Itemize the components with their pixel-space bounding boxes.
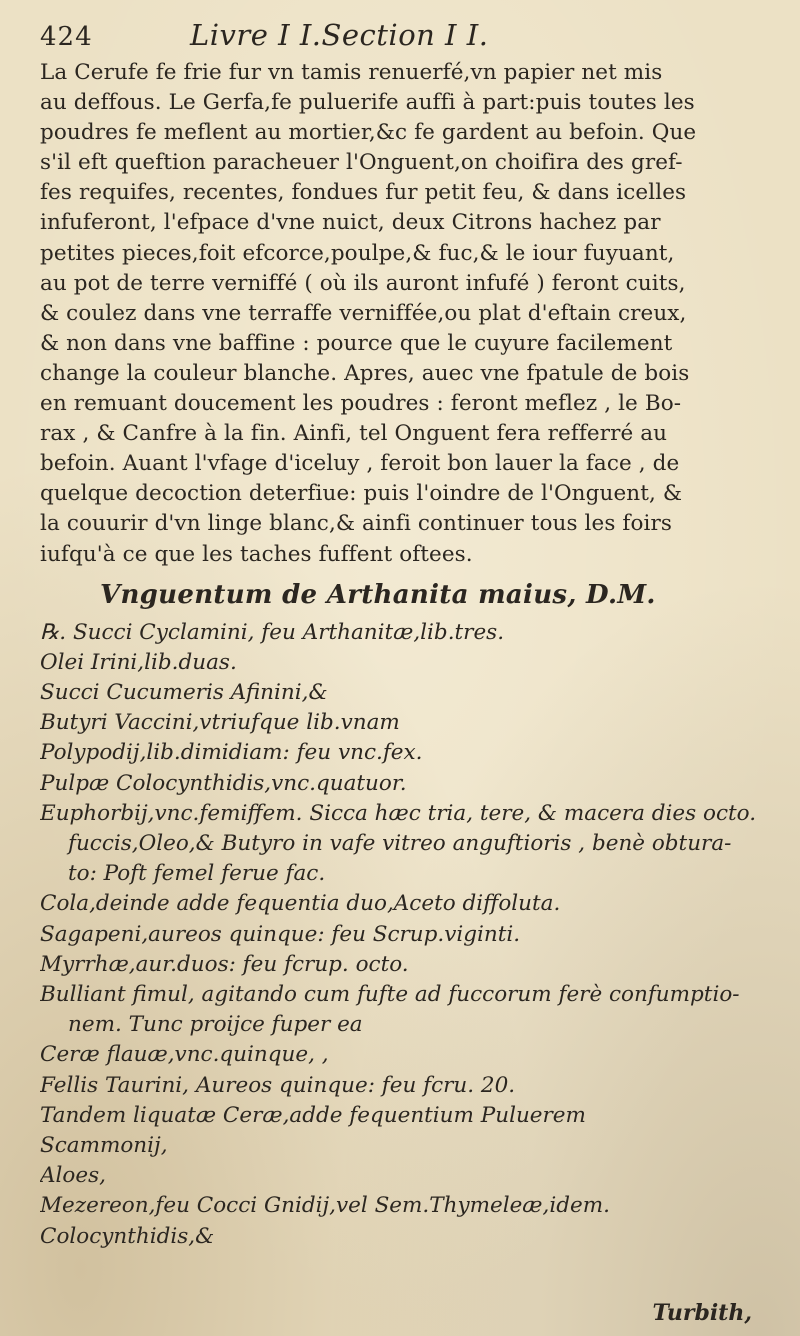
paragraph-line: & coulez dans vne terraffe verniffée,ou plat d'eftain creux,: [40, 300, 687, 326]
paragraph-line: au deffous. Le Gerfa,fe puluerife auffi à part:puis toutes les: [40, 90, 695, 116]
paragraph-line: & non dans vne baffine : pource que le cuyure facilement: [40, 330, 673, 356]
recipe-line: Butyri Vaccini,vtriufque lib.vnam: [40, 710, 400, 736]
body-paragraph: [40, 58, 772, 570]
paragraph-line: au pot de terre verniffé ( où ils auront infufé ) feront cuits,: [40, 270, 686, 296]
recipe-line: fuccis,Oleo,& Butyro in vafe vitreo anguftioris , benè obtura-: [68, 831, 732, 857]
paragraph-line: petites pieces,foit efcorce,poulpe,& fuc,& le iour fuyuant,: [40, 240, 675, 266]
paragraph-line: rax , & Canfre à la fin. Ainfi, tel Onguent fera refferré au: [40, 421, 668, 447]
paragraph-line: en remuant doucement les poudres : feront meflez , le Bo-: [40, 391, 682, 417]
recipe-line: Scammonij,: [40, 1133, 168, 1159]
catchword: Turbith,: [652, 1300, 752, 1326]
paragraph-line: poudres fe meflent au mortier,&c fe gardent au befoin. Que: [40, 120, 697, 146]
recipe-line: Succi Cucumeris Afinini,&: [40, 680, 328, 705]
recipe-title: Vnguentum de Arthanita maius, D.M.: [100, 579, 656, 610]
recipe-line: Myrrhæ,aur.duos: feu fcrup. octo.: [40, 951, 409, 977]
recipe-line: Polypodij,lib.dimidiam: feu vnc.fex.: [40, 740, 423, 766]
recipe-line: Mezereon,feu Cocci Gnidij,vel Sem.Thymeleæ,idem.: [40, 1193, 610, 1219]
recipe-line: Tandem liquatæ Ceræ,adde fequentium Puluerem: [40, 1102, 586, 1128]
recipe-line: to: Poft femel ferue fac.: [68, 861, 326, 887]
page-number: 424: [40, 22, 93, 52]
recipe-line: Colocynthidis,&: [40, 1223, 215, 1249]
paragraph-line: befoin. Auant l'vfage d'iceluy , feroit bon lauer la face , de: [40, 451, 680, 477]
recipe-line: nem. Tunc proijce fuper ea: [68, 1012, 363, 1038]
paragraph-line: quelque decoction deterfiue: puis l'oindre de l'Onguent, &: [40, 481, 683, 507]
paragraph-line: La Cerufe fe frie fur vn tamis renuerfé,vn papier net mis: [40, 60, 663, 85]
running-head: Livre I I.Section I I.: [190, 18, 489, 52]
recipe-line: Pulpæ Colocynthidis,vnc.quatuor.: [40, 770, 407, 796]
recipe-line: Aloes,: [40, 1163, 106, 1189]
paragraph-line: iufqu'à ce que les taches fuffent oftees.: [40, 541, 473, 567]
paragraph-line: s'il eft queftion paracheuer l'Onguent,on choifira des gref-: [40, 150, 683, 176]
recipe-line: Euphorbij,vnc.femiffem. Sicca hæc tria, tere, & macera dies octo.: [40, 800, 757, 826]
paragraph-line: change la couleur blanche. Apres, auec vne fpatule de bois: [40, 360, 690, 386]
paragraph-line: la couurir d'vn linge blanc,& ainfi continuer tous les foirs: [40, 511, 672, 537]
recipe-line: Fellis Taurini, Aureos quinque: feu fcru. 20.: [40, 1072, 516, 1098]
recipe-line: Ceræ flauæ,vnc.quinque, ,: [40, 1042, 329, 1068]
page-header: [40, 18, 772, 58]
recipe-line: Olei Irini,lib.duas.: [40, 649, 237, 675]
paragraph-line: fes requifes, recentes, fondues fur petit feu, & dans icelles: [40, 180, 687, 206]
recipe-line: Bulliant fimul, agitando cum fufte ad fuccorum ferè confumptio-: [40, 982, 740, 1008]
paragraph-line: infuferont, l'efpace d'vne nuict, deux Citrons hachez par: [40, 210, 661, 236]
recipe-line: ℞. Succi Cyclamini, feu Arthanitæ,lib.tres.: [40, 619, 505, 645]
recipe-list: [40, 618, 772, 1252]
recipe-line: Cola,deinde adde fequentia duo,Aceto diffoluta.: [40, 891, 561, 917]
recipe-line: Sagapeni,aureos quinque: feu Scrup.viginti.: [40, 921, 521, 947]
